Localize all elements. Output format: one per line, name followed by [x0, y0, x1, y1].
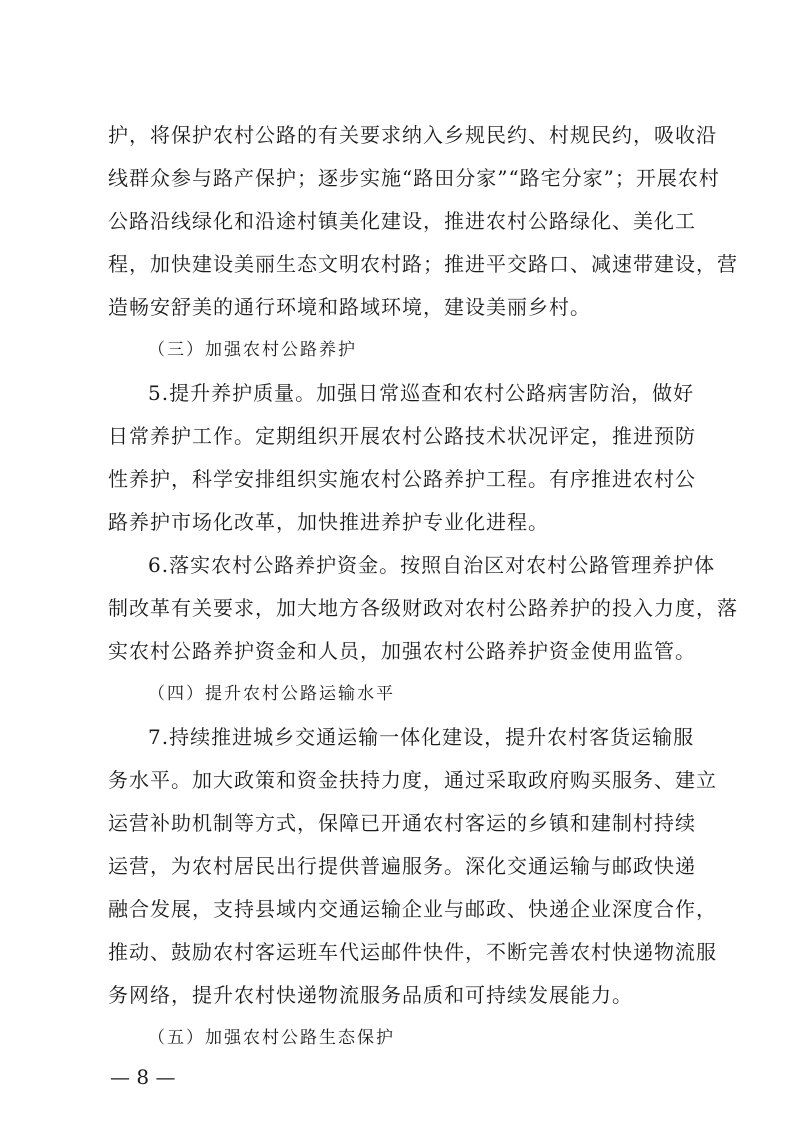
paragraph-line: 制改革有关要求，加大地方各级财政对农村公路养护的投入力度，落	[108, 596, 738, 620]
paragraph-line: 公路沿线绿化和沿途村镇美化建设，推进农村公路绿化、美化工	[108, 209, 696, 233]
paragraph-line: 务网络，提升农村快递物流服务品质和可持续发展能力。	[108, 983, 633, 1007]
paragraph-line: 日常养护工作。定期组织开展农村公路技术状况评定，推进预防	[108, 424, 696, 448]
paragraph-line: 7.持续推进城乡交通运输一体化建设，提升农村客货运输服	[148, 725, 695, 749]
section-heading-3: （三）加强农村公路养护	[148, 340, 357, 360]
paragraph-line: 5.提升养护质量。加强日常巡查和农村公路病害防治，做好	[148, 381, 695, 405]
page-number: — 8 —	[110, 1065, 176, 1089]
section-heading-4: （四）提升农村公路运输水平	[148, 684, 395, 704]
paragraph-line: 路养护市场化改革，加快推进养护专业化进程。	[108, 510, 549, 534]
paragraph-line: 造畅安舒美的通行环境和路域环境，建设美丽乡村。	[108, 295, 591, 319]
paragraph-line: 推动、鼓励农村客运班车代运邮件快件，不断完善农村快递物流服	[108, 940, 717, 964]
paragraph-line: 融合发展，支持县域内交通运输企业与邮政、快递企业深度合作，	[108, 897, 717, 921]
paragraph-line: 护，将保护农村公路的有关要求纳入乡规民约、村规民约，吸收沿	[108, 123, 717, 147]
paragraph-line: 运营补助机制等方式，保障已开通农村客运的乡镇和建制村持续	[108, 811, 696, 835]
paragraph-line: 6.落实农村公路养护资金。按照自治区对农村公路管理养护体	[148, 553, 716, 577]
paragraph-line: 性养护，科学安排组织实施农村公路养护工程。有序推进农村公	[108, 467, 696, 491]
section-heading-5: （五）加强农村公路生态保护	[148, 1028, 395, 1048]
paragraph-line: 程，加快建设美丽生态文明农村路；推进平交路口、减速带建设，营	[108, 252, 738, 276]
paragraph-line: 运营，为农村居民出行提供普遍服务。深化交通运输与邮政快递	[108, 854, 696, 878]
paragraph-line: 务水平。加大政策和资金扶持力度，通过采取政府购买服务、建立	[108, 768, 717, 792]
paragraph-line: 实农村公路养护资金和人员，加强农村公路养护资金使用监管。	[108, 639, 696, 663]
paragraph-line: 线群众参与路产保护；逐步实施“路田分家”“路宅分家”；开展农村	[108, 166, 720, 190]
